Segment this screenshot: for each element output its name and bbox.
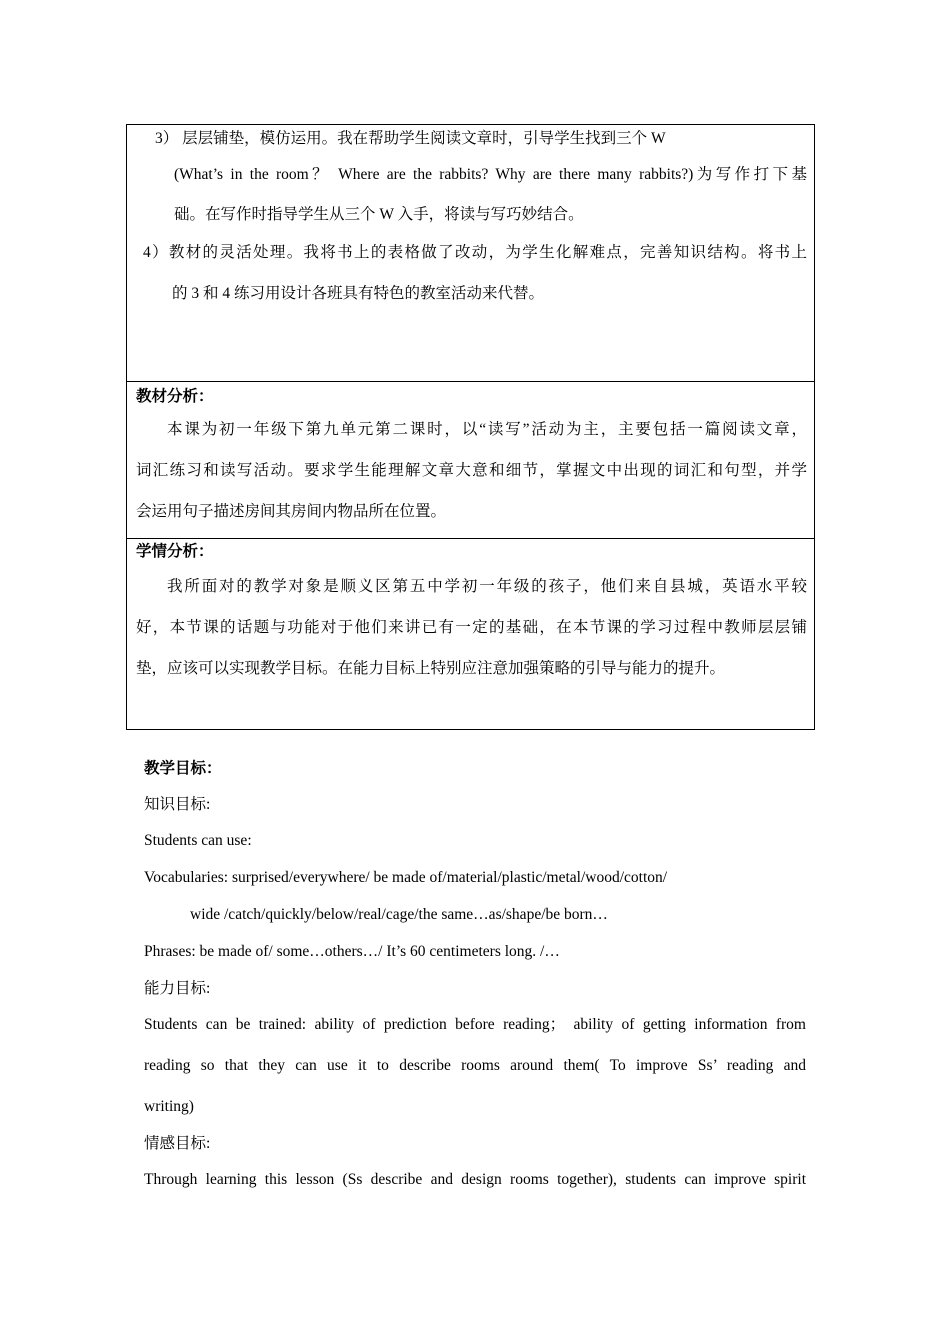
objectives-heading: 教学目标：	[144, 760, 222, 777]
student-analysis-line-1: 我所面对的教学对象是顺义区第五中学初一年级的孩子，他们来自县城，英语水平较	[167, 578, 807, 595]
teaching-strategy-cell	[127, 125, 814, 382]
strategy-item-3-line-3: 础。在写作时指导学生从三个 W 入手，将读与写巧妙结合。	[174, 206, 584, 223]
textbook-analysis-heading: 教材分析：	[136, 388, 214, 405]
ability-line-2: reading so that they can use it to describe rooms around them( To improve Ss’ reading and	[144, 1057, 806, 1074]
student-analysis-line-2: 好，本节课的话题与功能对于他们来讲已有一定的基础，在本节课的学习过程中教师层层铺	[136, 619, 807, 636]
vocabularies-line-1: Vocabularies: surprised/everywhere/ be made of/material/plastic/metal/wood/cotton/	[144, 869, 668, 886]
student-analysis-heading: 学情分析：	[136, 543, 214, 560]
ability-line-1: Students can be trained: ability of prediction before reading； ability of getting information from	[144, 1016, 806, 1033]
strategy-item-4-line-1: 4）教材的灵活处理。我将书上的表格做了改动，为学生化解难点，完善知识结构。将书上	[143, 244, 807, 261]
phrases-line: Phrases: be made of/ some…others…/ It’s 60 centimeters long. /…	[144, 943, 560, 960]
student-analysis-cell	[127, 539, 814, 729]
knowledge-objectives-label: 知识目标:	[144, 796, 211, 813]
strategy-item-3-line-2: (What’s in the room？ Where are the rabbits? Why are there many rabbits?)为写作打下基	[174, 166, 807, 183]
students-can-use-text: Students can use:	[144, 832, 252, 849]
strategy-item-4-line-2: 的 3 和 4 练习用设计各班具有特色的教室活动来代替。	[172, 285, 545, 302]
emotion-objectives-label: 情感目标:	[144, 1135, 211, 1152]
student-analysis-line-3: 垫，应该可以实现教学目标。在能力目标上特别应注意加强策略的引导与能力的提升。	[136, 660, 726, 677]
strategy-item-3-line-1: 3） 层层铺垫，模仿运用。我在帮助学生阅读文章时，引导学生找到三个 W	[155, 130, 666, 147]
ability-objectives-label: 能力目标:	[144, 980, 211, 997]
textbook-analysis-line-3: 会运用句子描述房间其房间内物品所在位置。	[136, 503, 447, 520]
lesson-plan-table	[126, 124, 815, 730]
textbook-analysis-cell	[127, 382, 814, 539]
textbook-analysis-line-2: 词汇练习和读写活动。要求学生能理解文章大意和细节，掌握文中出现的词汇和句型，并学	[136, 462, 807, 479]
emotion-line-1: Through learning this lesson (Ss describe and design rooms together), students can improve spirit	[144, 1171, 806, 1188]
ability-line-3: writing)	[144, 1098, 194, 1115]
vocabularies-line-2: wide /catch/quickly/below/real/cage/the same…as/shape/be born…	[190, 906, 608, 923]
textbook-analysis-line-1: 本课为初一年级下第九单元第二课时，以“读写”活动为主，主要包括一篇阅读文章，	[167, 421, 807, 438]
